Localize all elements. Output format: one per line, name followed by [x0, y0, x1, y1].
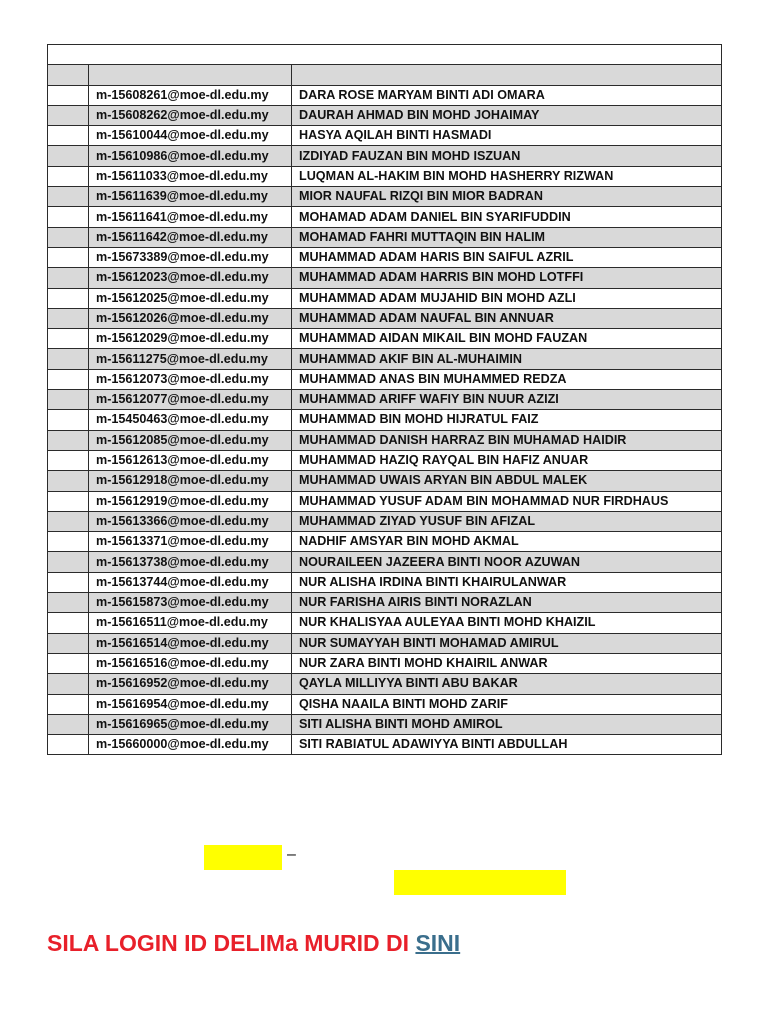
email-cell: m-15615873@moe-dl.edu.my [89, 593, 292, 613]
table-row [48, 633, 722, 653]
header-cell-number [48, 65, 89, 85]
table-header-row [48, 65, 722, 85]
table-row [48, 714, 722, 734]
highlight-box-2 [394, 870, 566, 895]
table-row [48, 735, 722, 755]
table-row [48, 532, 722, 552]
name-cell: MUHAMMAD BIN MOHD HIJRATUL FAIZ [292, 410, 722, 430]
table-row [48, 694, 722, 714]
table-row [48, 674, 722, 694]
row-number-cell [48, 207, 89, 227]
table-row [48, 390, 722, 410]
email-cell: m-15613371@moe-dl.edu.my [89, 532, 292, 552]
table-row [48, 552, 722, 572]
student-list-sheet [47, 44, 721, 755]
name-cell: MUHAMMAD ADAM HARIS BIN SAIFUL AZRIL [292, 247, 722, 267]
table-row [48, 146, 722, 166]
row-number-cell [48, 227, 89, 247]
highlight-box-1 [204, 845, 282, 870]
email-cell: m-15612025@moe-dl.edu.my [89, 288, 292, 308]
dash-mark: – [287, 846, 296, 863]
name-cell: MUHAMMAD ZIYAD YUSUF BIN AFIZAL [292, 511, 722, 531]
email-cell: m-15610986@moe-dl.edu.my [89, 146, 292, 166]
email-cell: m-15673389@moe-dl.edu.my [89, 247, 292, 267]
name-cell: NADHIF AMSYAR BIN MOHD AKMAL [292, 532, 722, 552]
row-number-cell [48, 593, 89, 613]
name-cell: NUR FARISHA AIRIS BINTI NORAZLAN [292, 593, 722, 613]
email-cell: m-15612073@moe-dl.edu.my [89, 369, 292, 389]
email-cell: m-15611033@moe-dl.edu.my [89, 166, 292, 186]
row-number-cell [48, 126, 89, 146]
table-title [48, 45, 722, 65]
name-cell: MOHAMAD ADAM DANIEL BIN SYARIFUDDIN [292, 207, 722, 227]
table-row [48, 572, 722, 592]
name-cell: MUHAMMAD ANAS BIN MUHAMMED REDZA [292, 369, 722, 389]
email-cell: m-15611642@moe-dl.edu.my [89, 227, 292, 247]
row-number-cell [48, 735, 89, 755]
row-number-cell [48, 410, 89, 430]
row-number-cell [48, 247, 89, 267]
name-cell: MUHAMMAD ADAM MUJAHID BIN MOHD AZLI [292, 288, 722, 308]
table-row [48, 126, 722, 146]
table-row [48, 369, 722, 389]
email-cell: m-15613738@moe-dl.edu.my [89, 552, 292, 572]
table-row [48, 491, 722, 511]
row-number-cell [48, 187, 89, 207]
row-number-cell [48, 288, 89, 308]
email-cell: m-15612085@moe-dl.edu.my [89, 430, 292, 450]
row-number-cell [48, 349, 89, 369]
email-cell: m-15616514@moe-dl.edu.my [89, 633, 292, 653]
table-row [48, 653, 722, 673]
email-cell: m-15610044@moe-dl.edu.my [89, 126, 292, 146]
row-number-cell [48, 674, 89, 694]
email-cell: m-15611275@moe-dl.edu.my [89, 349, 292, 369]
name-cell: NUR ALISHA IRDINA BINTI KHAIRULANWAR [292, 572, 722, 592]
name-cell: IZDIYAD FAUZAN BIN MOHD ISZUAN [292, 146, 722, 166]
email-cell: m-15450463@moe-dl.edu.my [89, 410, 292, 430]
row-number-cell [48, 653, 89, 673]
name-cell: DAURAH AHMAD BIN MOHD JOHAIMAY [292, 105, 722, 125]
email-cell: m-15613366@moe-dl.edu.my [89, 511, 292, 531]
name-cell: MUHAMMAD UWAIS ARYAN BIN ABDUL MALEK [292, 471, 722, 491]
table-row [48, 430, 722, 450]
row-number-cell [48, 268, 89, 288]
name-cell: NUR ZARA BINTI MOHD KHAIRIL ANWAR [292, 653, 722, 673]
name-cell: MUHAMMAD AKIF BIN AL-MUHAIMIN [292, 349, 722, 369]
row-number-cell [48, 369, 89, 389]
table-row [48, 227, 722, 247]
header-cell-email [89, 65, 292, 85]
student-table [47, 44, 722, 755]
name-cell: HASYA AQILAH BINTI HASMADI [292, 126, 722, 146]
email-cell: m-15612023@moe-dl.edu.my [89, 268, 292, 288]
table-title-row [48, 45, 722, 65]
email-cell: m-15612613@moe-dl.edu.my [89, 450, 292, 470]
name-cell: SITI RABIATUL ADAWIYYA BINTI ABDULLAH [292, 735, 722, 755]
table-row [48, 349, 722, 369]
login-instruction [47, 930, 460, 957]
email-cell: m-15616511@moe-dl.edu.my [89, 613, 292, 633]
email-cell: m-15612077@moe-dl.edu.my [89, 390, 292, 410]
table-row [48, 207, 722, 227]
row-number-cell [48, 694, 89, 714]
table-row [48, 329, 722, 349]
table-row [48, 450, 722, 470]
email-cell: m-15660000@moe-dl.edu.my [89, 735, 292, 755]
name-cell: MUHAMMAD ADAM HARRIS BIN MOHD LOTFFI [292, 268, 722, 288]
email-cell: m-15616516@moe-dl.edu.my [89, 653, 292, 673]
row-number-cell [48, 572, 89, 592]
email-cell: m-15612918@moe-dl.edu.my [89, 471, 292, 491]
email-cell: m-15616952@moe-dl.edu.my [89, 674, 292, 694]
name-cell: NUR KHALISYAA AULEYAA BINTI MOHD KHAIZIL [292, 613, 722, 633]
row-number-cell [48, 329, 89, 349]
row-number-cell [48, 390, 89, 410]
name-cell: MUHAMMAD YUSUF ADAM BIN MOHAMMAD NUR FIRDHAUS [292, 491, 722, 511]
table-row [48, 593, 722, 613]
row-number-cell [48, 613, 89, 633]
row-number-cell [48, 85, 89, 105]
name-cell: SITI ALISHA BINTI MOHD AMIROL [292, 714, 722, 734]
name-cell: MOHAMAD FAHRI MUTTAQIN BIN HALIM [292, 227, 722, 247]
row-number-cell [48, 511, 89, 531]
name-cell: MUHAMMAD ADAM NAUFAL BIN ANNUAR [292, 308, 722, 328]
table-row [48, 105, 722, 125]
name-cell: MUHAMMAD DANISH HARRAZ BIN MUHAMAD HAIDIR [292, 430, 722, 450]
email-cell: m-15611641@moe-dl.edu.my [89, 207, 292, 227]
name-cell: NOURAILEEN JAZEERA BINTI NOOR AZUWAN [292, 552, 722, 572]
row-number-cell [48, 450, 89, 470]
table-row [48, 308, 722, 328]
student-table-body [48, 45, 722, 755]
name-cell: QAYLA MILLIYYA BINTI ABU BAKAR [292, 674, 722, 694]
row-number-cell [48, 532, 89, 552]
table-row [48, 613, 722, 633]
table-row [48, 511, 722, 531]
name-cell: MUHAMMAD AIDAN MIKAIL BIN MOHD FAUZAN [292, 329, 722, 349]
table-row [48, 471, 722, 491]
table-row [48, 247, 722, 267]
name-cell: MIOR NAUFAL RIZQI BIN MIOR BADRAN [292, 187, 722, 207]
table-row [48, 166, 722, 186]
table-row [48, 288, 722, 308]
row-number-cell [48, 430, 89, 450]
email-cell: m-15608262@moe-dl.edu.my [89, 105, 292, 125]
email-cell: m-15613744@moe-dl.edu.my [89, 572, 292, 592]
row-number-cell [48, 552, 89, 572]
header-cell-name [292, 65, 722, 85]
row-number-cell [48, 714, 89, 734]
table-row [48, 85, 722, 105]
email-cell: m-15616954@moe-dl.edu.my [89, 694, 292, 714]
table-row [48, 187, 722, 207]
table-row [48, 268, 722, 288]
email-cell: m-15612919@moe-dl.edu.my [89, 491, 292, 511]
login-link[interactable]: SINI [415, 930, 461, 956]
row-number-cell [48, 308, 89, 328]
table-row [48, 410, 722, 430]
email-cell: m-15612026@moe-dl.edu.my [89, 308, 292, 328]
email-cell: m-15616965@moe-dl.edu.my [89, 714, 292, 734]
name-cell: QISHA NAAILA BINTI MOHD ZARIF [292, 694, 722, 714]
row-number-cell [48, 146, 89, 166]
name-cell: DARA ROSE MARYAM BINTI ADI OMARA [292, 85, 722, 105]
row-number-cell [48, 633, 89, 653]
login-text: SILA LOGIN ID DELIMa MURID DI [47, 930, 416, 956]
email-cell: m-15611639@moe-dl.edu.my [89, 187, 292, 207]
name-cell: MUHAMMAD HAZIQ RAYQAL BIN HAFIZ ANUAR [292, 450, 722, 470]
email-cell: m-15612029@moe-dl.edu.my [89, 329, 292, 349]
row-number-cell [48, 166, 89, 186]
row-number-cell [48, 105, 89, 125]
name-cell: NUR SUMAYYAH BINTI MOHAMAD AMIRUL [292, 633, 722, 653]
name-cell: LUQMAN AL-HAKIM BIN MOHD HASHERRY RIZWAN [292, 166, 722, 186]
row-number-cell [48, 471, 89, 491]
row-number-cell [48, 491, 89, 511]
email-cell: m-15608261@moe-dl.edu.my [89, 85, 292, 105]
name-cell: MUHAMMAD ARIFF WAFIY BIN NUUR AZIZI [292, 390, 722, 410]
